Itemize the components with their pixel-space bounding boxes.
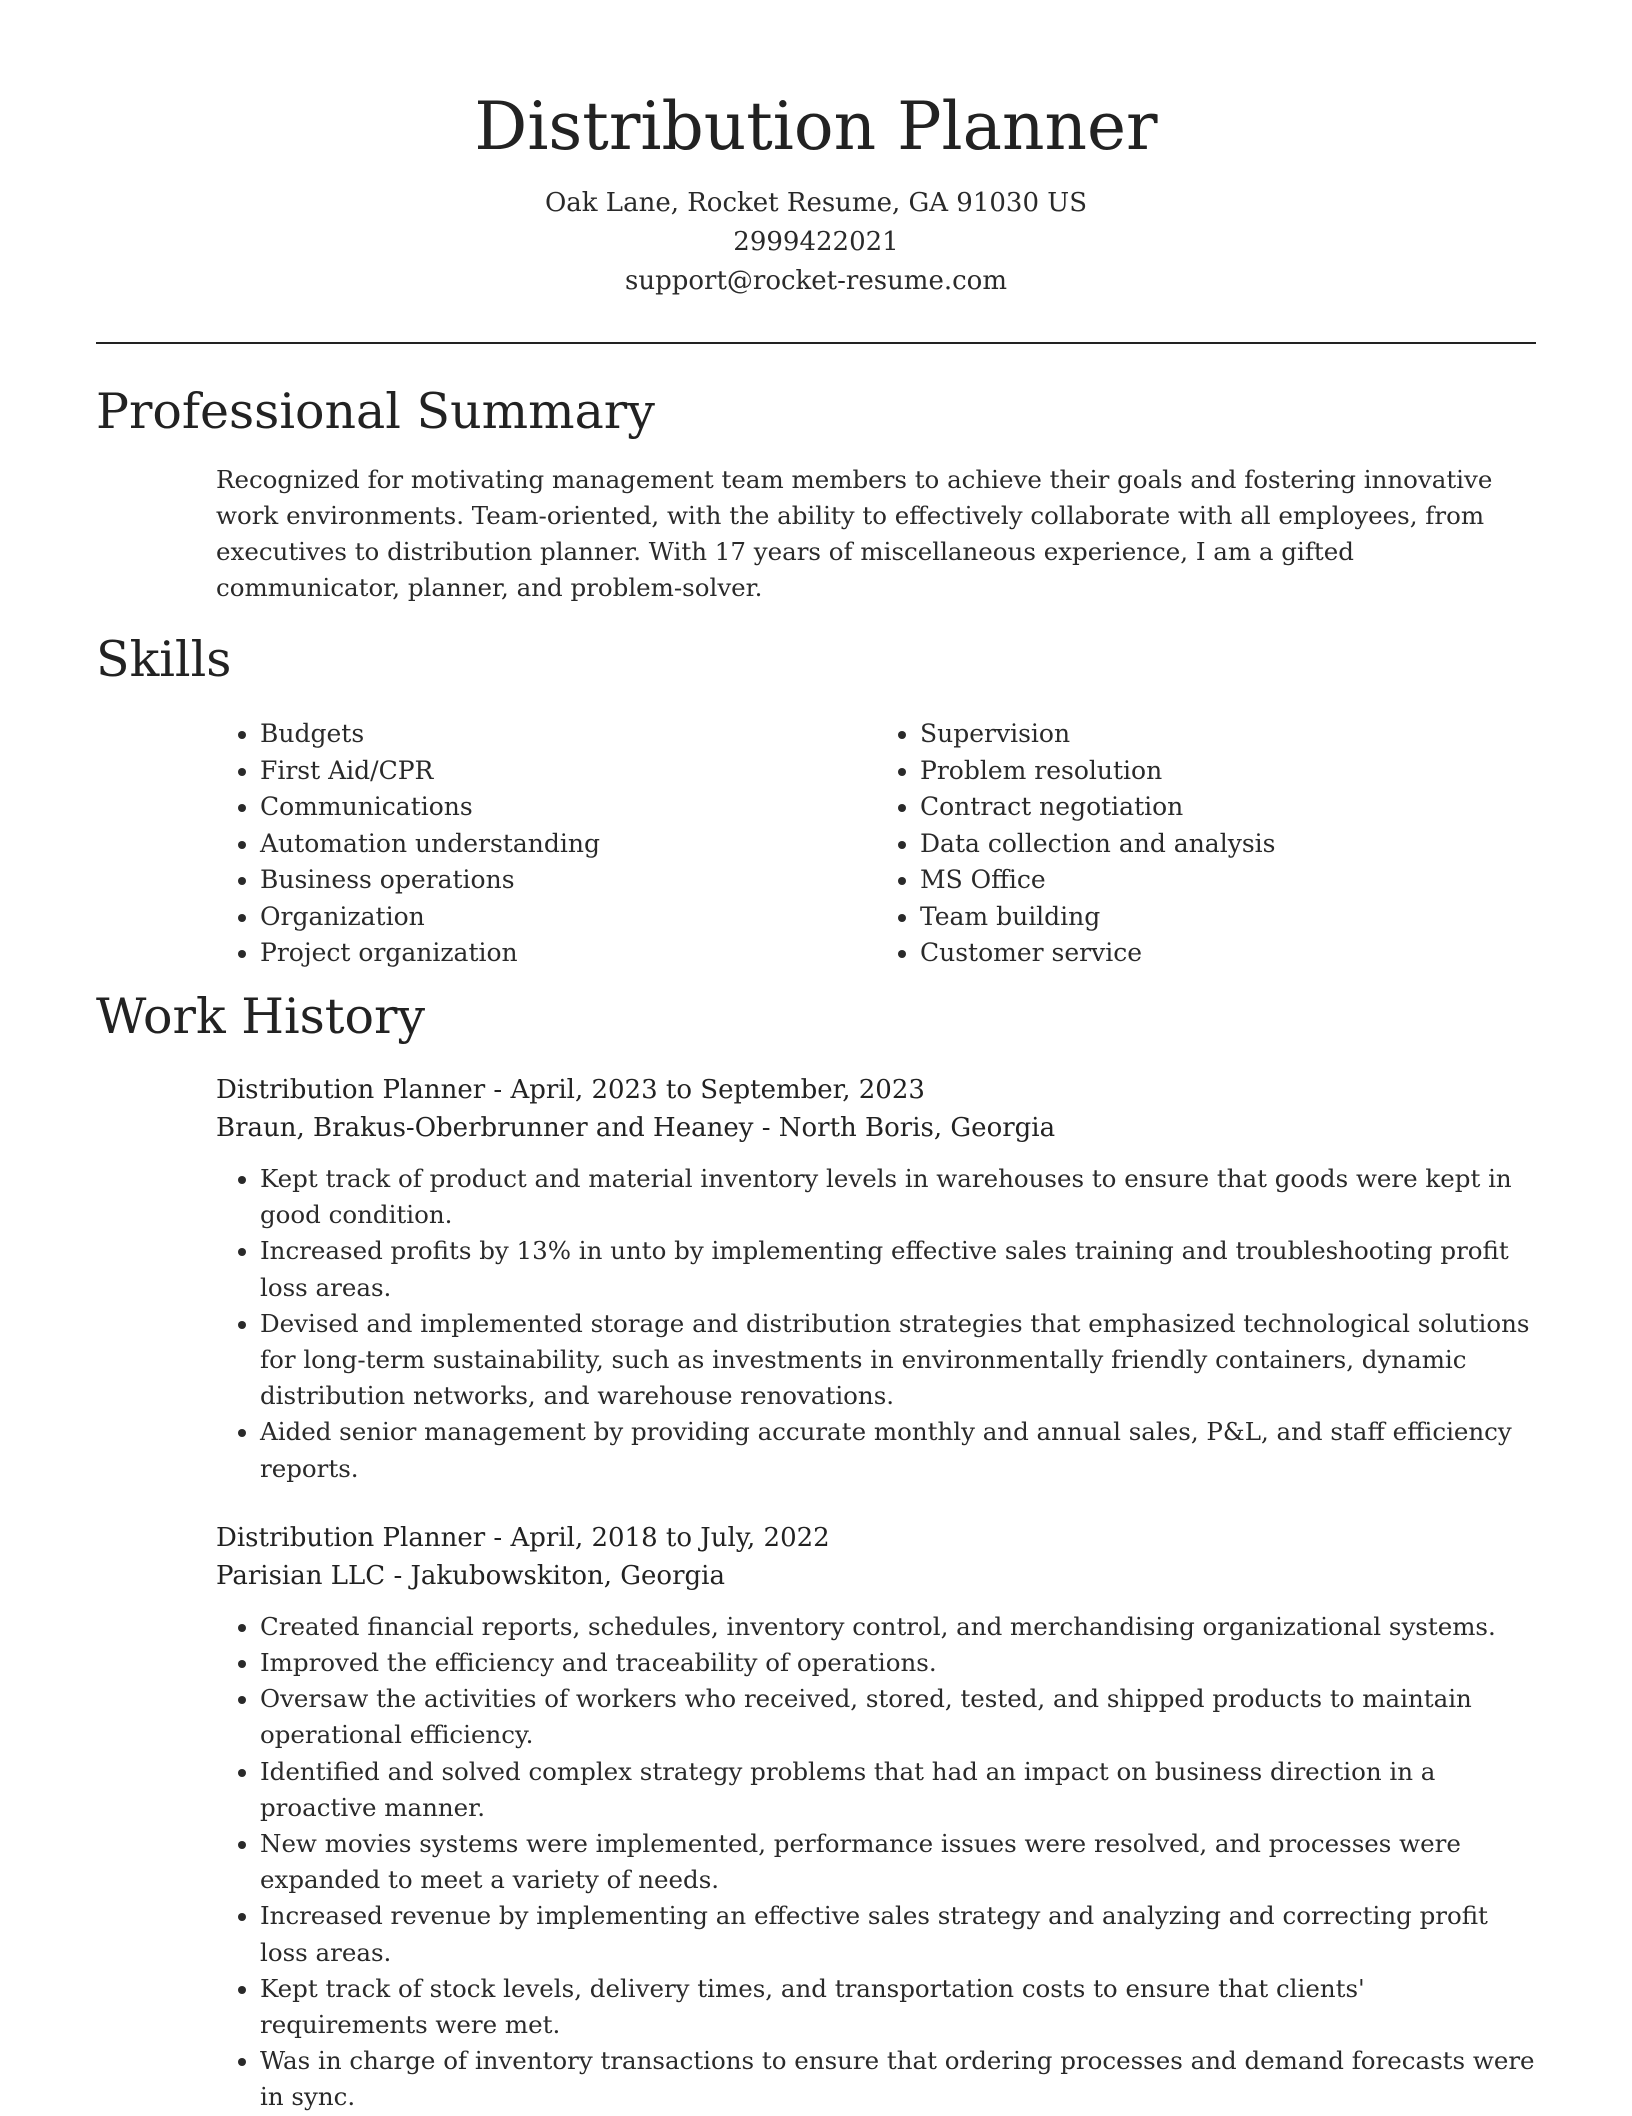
contact-address: Oak Lane, Rocket Resume, GA 91030 US (544, 188, 1088, 218)
job-bullet: • Identified and solved complex strategy problems that had an impact on business direction in a proactive manner. (260, 1754, 1536, 1826)
skill-item: • Problem resolution (920, 753, 1536, 790)
header-divider (96, 342, 1536, 344)
job-title-line (216, 1071, 1536, 1109)
job-role: Distribution Planner (216, 1522, 486, 1553)
work-history-section (96, 985, 1536, 2116)
summary-heading: Professional Summary (96, 383, 655, 440)
job-dates: April, 2023 to September, 2023 (510, 1075, 925, 1105)
job-bullet: • Improved the efficiency and traceability of operations. (260, 1645, 1536, 1681)
job-bullet: • Aided senior management by providing accurate monthly and annual sales, P&L, and staff efficiency reports. (260, 1414, 1536, 1486)
skill-item: • First Aid/CPR (260, 753, 876, 790)
job-company: Braun, Brakus-Oberbrunner and Heaney (216, 1113, 754, 1143)
job-bullet: • Devised and implemented storage and distribution strategies that emphasized technological solutions for long-term sustainability, such as investments in environmentally friendly containers, dynamic distribution networks, and warehouse renovations. (260, 1306, 1536, 1415)
job-entry (216, 1519, 1536, 2116)
job-bullets (216, 1161, 1536, 1487)
skill-item: • Business operations (260, 862, 876, 899)
job-title-line (216, 1519, 1536, 1557)
job-bullet: • Kept track of stock levels, delivery times, and transportation costs to ensure that clients' requirements were met. (260, 1971, 1536, 2043)
job-dates: April, 2018 to July, 2022 (510, 1522, 830, 1553)
summary-section (96, 380, 1536, 606)
job-bullets (216, 1609, 1536, 2116)
job-bullet: • Oversaw the activities of workers who received, stored, tested, and shipped products to maintain operational efficiency. (260, 1681, 1536, 1753)
skills-column-right (876, 716, 1536, 972)
skill-item: • Contract negotiation (920, 789, 1536, 826)
skill-item: • Project organization (260, 935, 876, 972)
job-bullet: • New movies systems were implemented, performance issues were resolved, and processes were expanded to meet a variety of needs. (260, 1826, 1536, 1898)
separator: - (761, 1113, 779, 1143)
separator: - (493, 1075, 511, 1105)
skill-item: • Data collection and analysis (920, 826, 1536, 863)
skill-item: • Automation understanding (260, 826, 876, 863)
work-history-heading: Work History (96, 988, 426, 1045)
summary-text: Recognized for motivating management team members to achieve their goals and fostering innovative work environments. Team-oriented, with the ability to effectively collaborate with all employees, from executives to distribution planner. With 17 years of miscellaneous experience, I am a gifted communicator, planner, and problem-solver. (216, 465, 1493, 602)
separator: - (393, 1560, 411, 1591)
job-role: Distribution Planner (216, 1075, 486, 1105)
job-company-line (216, 1109, 1536, 1147)
job-bullet: • Increased revenue by implementing an effective sales strategy and analyzing and correcting profit loss areas. (260, 1898, 1536, 1970)
job-company: Parisian LLC (216, 1560, 386, 1591)
skills-heading: Skills (96, 631, 232, 688)
job-location: North Boris, Georgia (778, 1113, 1056, 1143)
separator: - (493, 1522, 511, 1553)
job-company-line (216, 1557, 1536, 1595)
skills-section (96, 628, 1536, 972)
skill-item: • MS Office (920, 862, 1536, 899)
job-bullet: • Increased profits by 13% in unto by implementing effective sales training and troubleshooting profit loss areas. (260, 1233, 1536, 1305)
skills-column-left (216, 716, 876, 972)
job-bullet: • Was in charge of inventory transactions to ensure that ordering processes and demand forecasts were in sync. (260, 2043, 1536, 2115)
skills-grid (216, 716, 1536, 972)
skill-item: • Supervision (920, 716, 1536, 753)
job-entry (216, 1071, 1536, 1487)
contact-email: support@rocket-resume.com (624, 266, 1007, 296)
candidate-name: Distribution Planner (474, 88, 1158, 165)
resume-header (0, 0, 1632, 301)
job-bullet: • Kept track of product and material inventory levels in warehouses to ensure that goods were kept in good condition. (260, 1161, 1536, 1233)
contact-phone: 2999422021 (733, 227, 899, 257)
job-location: Jakubowskiton, Georgia (410, 1560, 725, 1591)
job-bullet: • Created financial reports, schedules, inventory control, and merchandising organizational systems. (260, 1609, 1536, 1645)
skill-item: • Customer service (920, 935, 1536, 972)
skill-item: • Organization (260, 899, 876, 936)
skill-item: • Budgets (260, 716, 876, 753)
skill-item: • Team building (920, 899, 1536, 936)
skill-item: • Communications (260, 789, 876, 826)
